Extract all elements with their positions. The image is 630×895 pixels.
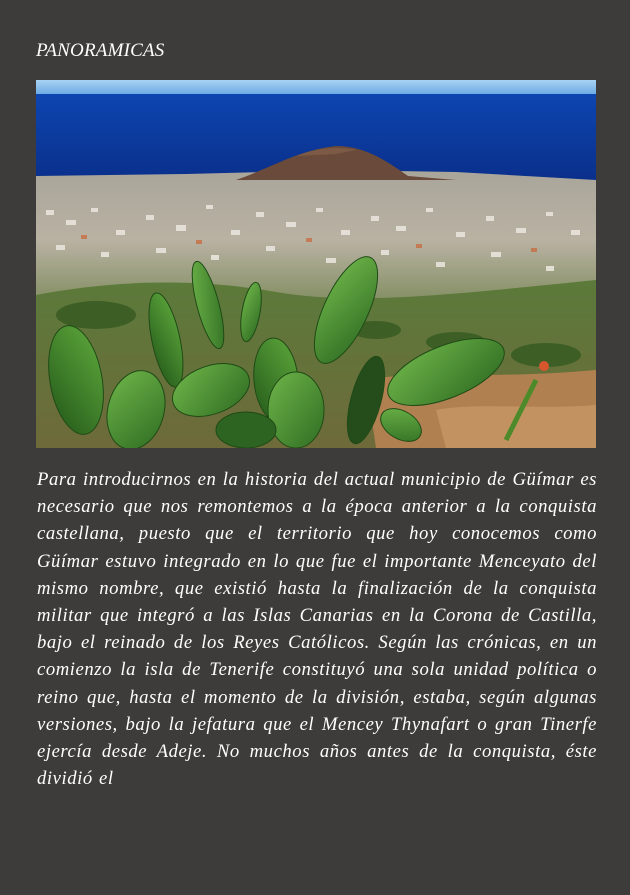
article-paragraph: Para introducirnos en la historia del actual municipio de Güímar es necesario que nos remontemos a la época anterior a la conquista castellana, puesto que el territorio que hoy conocemos como Güímar estuvo integrado en lo que fue el importante Menceyato del mismo nombre, que existió hasta la finalización de la conquista militar que integró a las Islas Canarias en la Corona de Castilla, bajo el reinado de los Reyes Católicos. Según las crónicas, en un comienzo la isla de Tenerife constituyó una sola unidad política o reino que, hasta el momento de la división, estaba, según algunas versiones, bajo la jefatura que el Mencey Thynafart o gran Tinerfe ejercía desde Adeje. No muchos años antes de la conquista, éste dividió el: [37, 469, 597, 790]
page-title: PANORAMICAS: [36, 40, 165, 61]
panorama-photo: [36, 80, 596, 448]
